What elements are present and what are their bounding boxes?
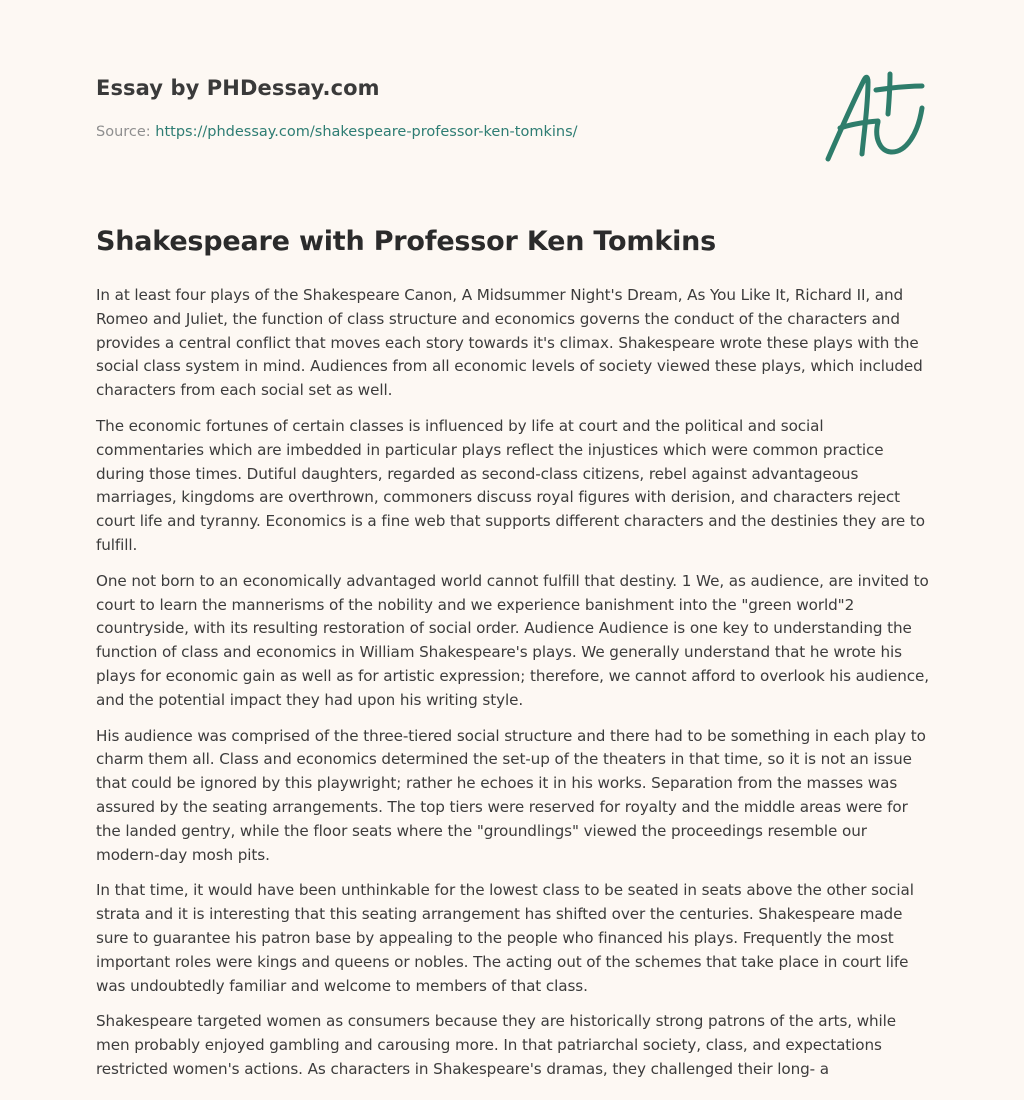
- source-label: Source:: [96, 124, 156, 140]
- essay-paragraph: One not born to an economically advantaged world cannot fulfill that destiny. 1 We, as audience, are invited to court to learn the mannerisms of the nobility and we experience banishment into the "green world"2 countryside, with its resulting restoration of social order. Audience Audience is one key to understanding the function of class and economics in William Shakespeare's plays. We generally understand that he wrote his plays for economic gain as well as for artistic expression; therefore, we cannot afford to overlook his audience, and the potential impact they had upon his writing style.: [96, 571, 929, 709]
- essay-paragraph: In at least four plays of the Shakespeare Canon, A Midsummer Night's Dream, As You Like It, Richard II, and Romeo and Juliet, the function of class structure and economics governs the conduct of the characters and provides a central conflict that moves each story towards it's climax. Shakespeare wrote these plays with the social class system in mind. Audiences from all economic levels of society viewed these plays, which included characters from each social set as well.: [96, 286, 923, 400]
- essay-body: [96, 284, 932, 1094]
- essay-paragraph: The economic fortunes of certain classes is influenced by life at court and the political and social commentaries which are imbedded in particular plays reflect the injustices which were common practice during those times. Dutiful daughters, regarded as second-class citizens, rebel against advantageous marriages, kingdoms are overthrown, commoners discuss royal figures with derision, and characters reject court life and tyranny. Economics is a fine web that supports different characters and the destinies they are to fulfill.: [96, 416, 925, 554]
- site-brand: Essay by PHDessay.com: [96, 76, 380, 100]
- essay-title: Shakespeare with Professor Ken Tomkins: [96, 226, 717, 257]
- source-line: [96, 124, 578, 140]
- essay-paragraph: His audience was comprised of the three-tiered social structure and there had to be something in each play to charm them all. Class and economics determined the set-up of the theaters in that time, so it is not an issue that could be ignored by this playwright; rather he echoes it in his works. Separation from the masses was assured by the seating arrangements. The top tiers were reserved for royalty and the middle areas were for the landed gentry, while the floor seats where the "groundlings" viewed the proceedings resemble our modern-day mosh pits.: [96, 726, 926, 864]
- essay-paragraph: Shakespeare targeted women as consumers because they are historically strong patrons of the arts, while men probably enjoyed gambling and carousing more. In that patriarchal society, class, and expectations restricted women's actions. As characters in Shakespeare's dramas, they challenged their long- a: [96, 1012, 897, 1078]
- source-link[interactable]: https://phdessay.com/shakespeare-professor-ken-tomkins/: [155, 124, 578, 140]
- a-plus-logo-icon: [818, 66, 930, 166]
- essay-paragraph: In that time, it would have been unthinkable for the lowest class to be seated in seats above the other social strata and it is interesting that this seating arrangement has shifted over the centuries. Shakespeare made sure to guarantee his patron base by appealing to the people who financed his plays. Frequently the most important roles were kings and queens or nobles. The acting out of the schemes that take place in court life was undoubtedly familiar and welcome to members of that class.: [96, 881, 914, 995]
